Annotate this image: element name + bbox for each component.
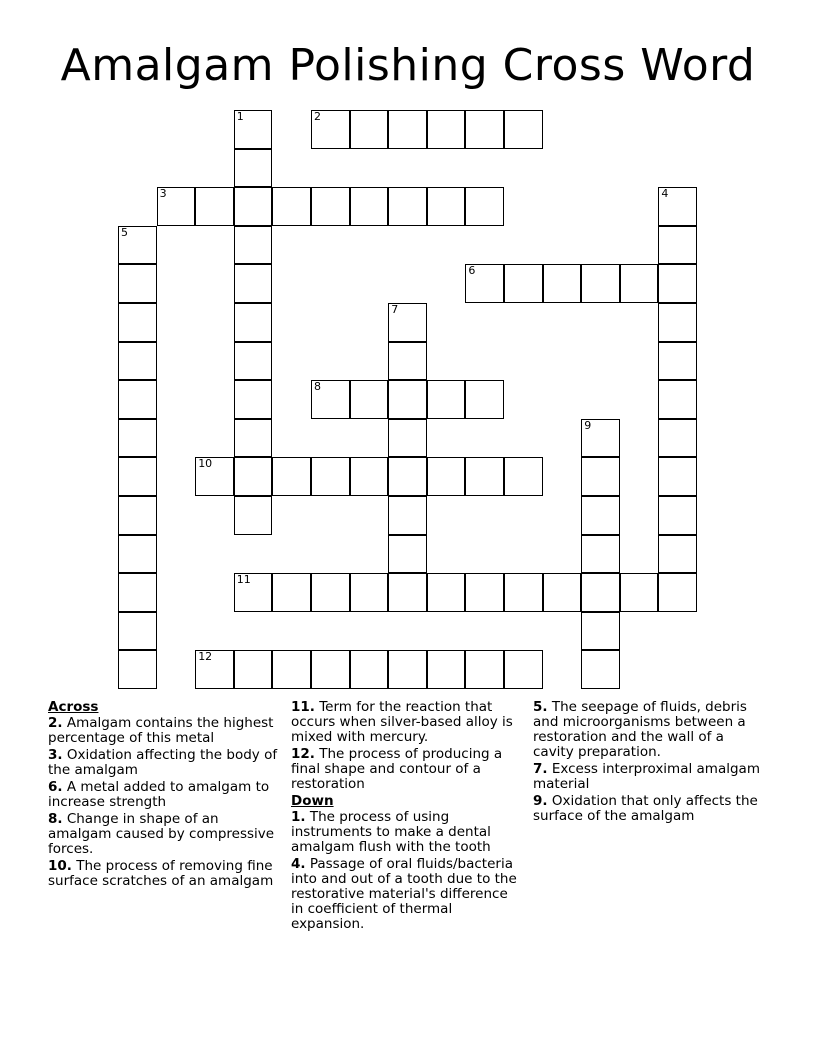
grid-cell[interactable] (388, 303, 427, 342)
grid-cell[interactable] (658, 573, 697, 612)
clue-text: Excess interproximal amalgam material (533, 761, 760, 792)
clue-number: 1. (291, 809, 306, 825)
grid-cell[interactable] (543, 264, 582, 303)
grid-cell[interactable] (581, 535, 620, 574)
grid-cell[interactable] (465, 573, 504, 612)
grid-cell[interactable] (504, 457, 543, 496)
grid-cell[interactable] (234, 226, 273, 265)
clue-number: 12. (291, 746, 315, 762)
grid-cell[interactable] (118, 303, 157, 342)
grid-cell[interactable] (195, 187, 234, 226)
grid-cell[interactable] (465, 457, 504, 496)
grid-cell[interactable] (581, 264, 620, 303)
grid-cell[interactable] (118, 419, 157, 458)
grid-cell[interactable] (234, 303, 273, 342)
grid-cell[interactable] (118, 226, 157, 265)
grid-cell[interactable] (118, 496, 157, 535)
grid-cell[interactable] (427, 380, 466, 419)
grid-cell[interactable] (234, 380, 273, 419)
grid-cell[interactable] (311, 187, 350, 226)
grid-cell[interactable] (311, 457, 350, 496)
grid-cell[interactable] (658, 457, 697, 496)
clue-number: 5. (533, 699, 548, 715)
grid-cell[interactable] (465, 650, 504, 689)
grid-cell[interactable] (350, 110, 389, 149)
grid-cell[interactable] (465, 264, 504, 303)
grid-cell[interactable] (234, 650, 273, 689)
grid-cell[interactable] (504, 650, 543, 689)
clue-number: 3. (48, 747, 63, 763)
grid-cell[interactable] (272, 650, 311, 689)
clue-number: 2. (48, 715, 63, 731)
grid-cell[interactable] (118, 264, 157, 303)
grid-cell[interactable] (118, 573, 157, 612)
grid-cell[interactable] (427, 650, 466, 689)
grid-cell[interactable] (388, 573, 427, 612)
grid-cell[interactable] (388, 380, 427, 419)
cell-number: 8 (314, 380, 321, 394)
grid-cell[interactable] (118, 650, 157, 689)
grid-cell[interactable] (658, 226, 697, 265)
grid-cell[interactable] (427, 573, 466, 612)
clue-down-1 (291, 810, 523, 855)
grid-cell[interactable] (234, 342, 273, 381)
clue-across-10 (48, 859, 280, 889)
clue-number: 4. (291, 856, 306, 872)
clue-text: The seepage of fluids, debris and microorganisms between a restoration and the wall of a cavity preparation. (533, 699, 747, 760)
grid-cell[interactable] (234, 573, 273, 612)
grid-cell[interactable] (388, 110, 427, 149)
grid-cell[interactable] (658, 187, 697, 226)
grid-cell[interactable] (504, 573, 543, 612)
cell-number: 11 (236, 573, 251, 587)
grid-cell[interactable] (581, 650, 620, 689)
grid-cell[interactable] (350, 380, 389, 419)
clues-column-1 (48, 700, 280, 891)
grid-cell[interactable] (311, 110, 350, 149)
grid-cell[interactable] (620, 573, 659, 612)
clue-down-5 (533, 700, 768, 760)
grid-cell[interactable] (195, 457, 234, 496)
grid-cell[interactable] (658, 535, 697, 574)
clues-column-3 (533, 700, 768, 826)
clue-text: The process of using instruments to make a dental amalgam flush with the tooth (291, 809, 491, 855)
grid-cell[interactable] (388, 342, 427, 381)
grid-cell[interactable] (504, 264, 543, 303)
clue-text: The process of producing a final shape and contour of a restoration (291, 746, 503, 792)
grid-cell[interactable] (350, 573, 389, 612)
clue-down-9 (533, 794, 768, 824)
clues-column-2 (291, 700, 523, 934)
clue-text: A metal added to amalgam to increase strength (48, 779, 270, 810)
cell-number: 7 (391, 303, 399, 316)
grid-cell[interactable] (388, 187, 427, 226)
grid-cell[interactable] (427, 457, 466, 496)
grid-cell[interactable] (118, 380, 157, 419)
clue-text: Passage of oral fluids/bacteria into and out of a tooth due to the restorative material's difference in coefficient of thermal expansion. (291, 856, 517, 932)
grid-cell[interactable] (658, 496, 697, 535)
grid-cell[interactable] (388, 496, 427, 535)
grid-cell[interactable] (465, 187, 504, 226)
grid-cell[interactable] (658, 342, 697, 381)
grid-cell[interactable] (427, 110, 466, 149)
clue-across-8 (48, 812, 280, 857)
across-heading: Across (48, 699, 99, 715)
grid-cell[interactable] (272, 187, 311, 226)
grid-cell[interactable] (658, 303, 697, 342)
clue-down-7 (533, 762, 768, 792)
cell-number: 2 (314, 110, 321, 123)
cell-number: 9 (584, 418, 592, 432)
grid-cell[interactable] (350, 650, 389, 689)
grid-cell[interactable] (620, 264, 659, 303)
grid-cell[interactable] (118, 612, 157, 651)
grid-cell[interactable] (234, 187, 273, 226)
clue-across-6 (48, 780, 280, 810)
grid-cell[interactable] (543, 573, 582, 612)
clue-number: 9. (533, 793, 548, 809)
clue-across-11 (291, 700, 523, 745)
clue-across-12 (291, 747, 523, 792)
grid-cell[interactable] (234, 496, 273, 535)
clue-across-2 (48, 716, 280, 746)
clue-text: Oxidation that only affects the surface of the amalgam (533, 793, 758, 824)
grid-cell[interactable] (581, 573, 620, 612)
page-title: Amalgam Polishing Cross Word (60, 40, 756, 91)
grid-cell[interactable] (504, 110, 543, 149)
clue-number: 10. (48, 858, 72, 874)
cell-number: 10 (198, 457, 213, 471)
grid-cell[interactable] (118, 342, 157, 381)
grid-cell[interactable] (118, 535, 157, 574)
clue-text: The process of removing fine surface scratches of an amalgam (48, 858, 274, 889)
grid-cell[interactable] (581, 612, 620, 651)
grid-cell[interactable] (388, 650, 427, 689)
grid-cell[interactable] (234, 110, 273, 149)
grid-cell[interactable] (234, 457, 273, 496)
cell-number: 12 (198, 650, 213, 664)
clue-text: Oxidation affecting the body of the amalgam (48, 747, 278, 778)
grid-cell[interactable] (234, 149, 273, 188)
grid-cell[interactable] (311, 650, 350, 689)
grid-cell[interactable] (388, 535, 427, 574)
clue-number: 6. (48, 779, 63, 795)
grid-cell[interactable] (581, 419, 620, 458)
grid-cell[interactable] (272, 573, 311, 612)
grid-cell[interactable] (465, 110, 504, 149)
grid-cell[interactable] (272, 457, 311, 496)
grid-cell[interactable] (427, 187, 466, 226)
clue-number: 7. (533, 761, 548, 777)
grid-cell[interactable] (350, 457, 389, 496)
grid-cell[interactable] (350, 187, 389, 226)
clue-down-4 (291, 857, 523, 932)
grid-cell[interactable] (658, 419, 697, 458)
grid-cell[interactable] (581, 496, 620, 535)
cell-number: 1 (236, 110, 244, 123)
down-heading: Down (291, 793, 334, 809)
clue-text: Change in shape of an amalgam caused by compressive forces. (48, 811, 275, 857)
clue-across-3 (48, 748, 280, 778)
clue-number: 8. (48, 811, 63, 827)
grid-cell[interactable] (157, 187, 196, 226)
grid-cell[interactable] (234, 419, 273, 458)
clue-text: Term for the reaction that occurs when silver-based alloy is mixed with mercury. (291, 699, 513, 745)
grid-cell[interactable] (311, 380, 350, 419)
grid-cell[interactable] (234, 264, 273, 303)
grid-cell[interactable] (658, 264, 697, 303)
grid-cell[interactable] (388, 457, 427, 496)
grid-cell[interactable] (581, 457, 620, 496)
grid-cell[interactable] (118, 457, 157, 496)
grid-cell[interactable] (465, 380, 504, 419)
grid-cell[interactable] (388, 419, 427, 458)
grid-cell[interactable] (311, 573, 350, 612)
cell-number: 3 (159, 187, 167, 201)
clue-text: Amalgam contains the highest percentage of this metal (48, 715, 274, 746)
cell-number: 6 (468, 264, 476, 278)
grid-cell[interactable] (658, 380, 697, 419)
cell-number: 4 (661, 187, 669, 201)
grid-cell[interactable] (195, 650, 234, 689)
cell-number: 5 (121, 225, 128, 239)
clue-number: 11. (291, 699, 315, 715)
